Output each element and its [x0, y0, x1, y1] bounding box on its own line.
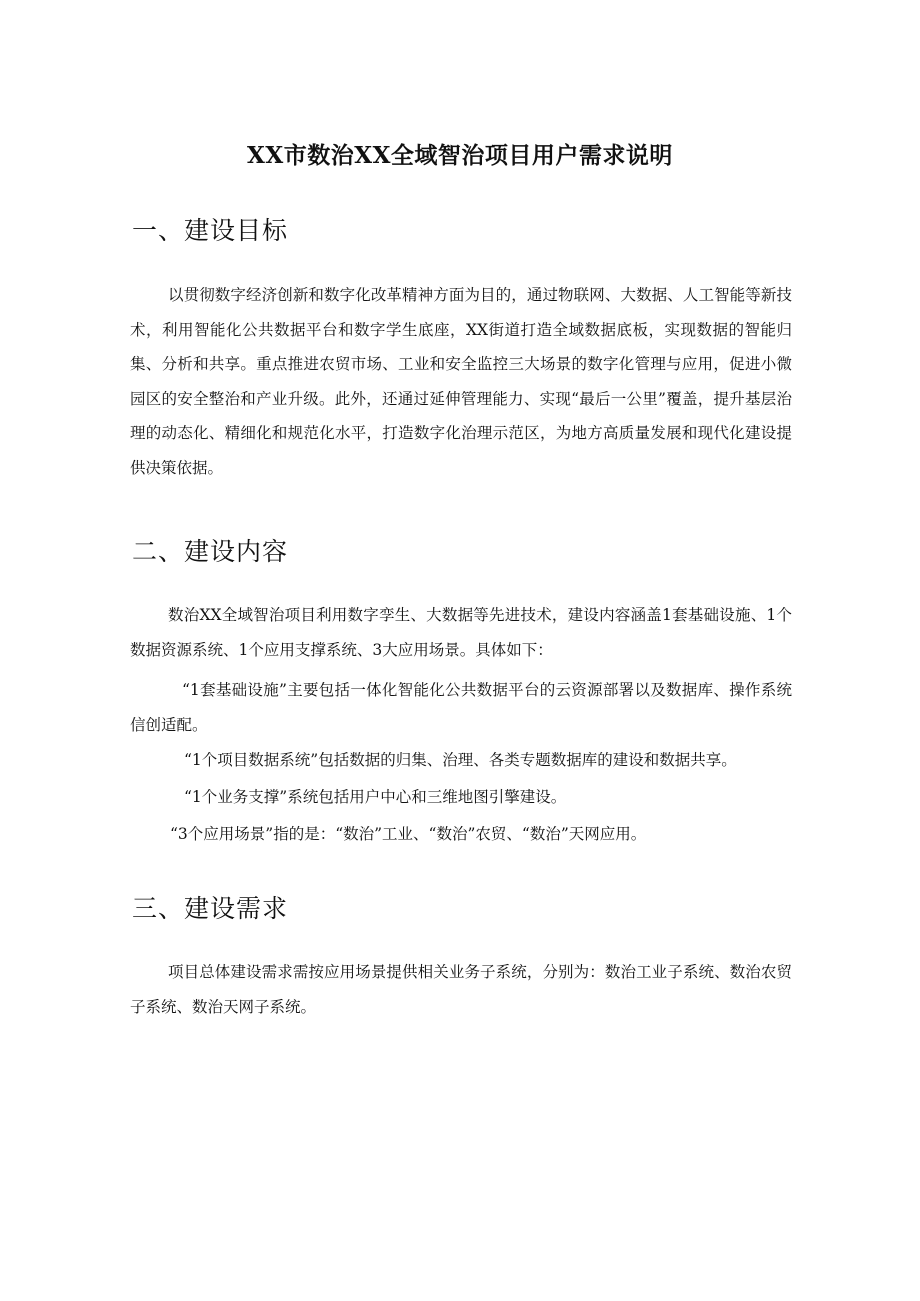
section-content-scenarios-line: “3个应用场景”指的是：“数治”工业、“数治”农贸、“数治”天网应用。	[170, 825, 647, 843]
section-requirements-paragraph: 项目总体建设需求需按应用场景提供相关业务子系统，分别为：数治工业子系统、数治农贸子系统、数治天网子系统。	[130, 963, 792, 1016]
section-content-data-system-line: “1个项目数据系统”包括数据的归集、治理、各类专题数据库的建设和数据共享。	[184, 751, 737, 769]
section-heading-goals: 一、建设目标	[132, 216, 289, 245]
section-content-intro-paragraph: 数治XX全域智治项目利用数字孪生、大数据等先进技术，建设内容涵盖1套基础设施、1个数据资源系统、1个应用支撑系统、3大应用场景。具体如下：	[130, 606, 792, 659]
section-goals-paragraph: 以贯彻数字经济创新和数字化改革精神方面为目的，通过物联网、大数据、人工智能等新技术，利用智能化公共数据平台和数字学生底座，XX街道打造全域数据底板，实现数据的智能归集、分析和共享。重点推进农贸市场、工业和安全监控三大场景的数字化管理与应用，促进小微园区的安全整治和产业升级。此外，还通过延伸管理能力、实现“最后一公里”覆盖，提升基层治理的动态化、精细化和规范化水平，打造数字化治理示范区，为地方高质量发展和现代化建设提供决策依据。	[130, 286, 792, 477]
section-content-infrastructure-paragraph: “1套基础设施”主要包括一体化智能化公共数据平台的云资源部署以及数据库、操作系统信创适配。	[130, 681, 792, 734]
section-content-business-support-line: “1个业务支撑”系统包括用户中心和三维地图引擎建设。	[184, 788, 567, 806]
section-heading-content: 二、建设内容	[132, 537, 289, 566]
section-heading-requirements: 三、建设需求	[132, 894, 289, 923]
document-title: XX市数治XX全域智治项目用户需求说明	[247, 142, 673, 169]
